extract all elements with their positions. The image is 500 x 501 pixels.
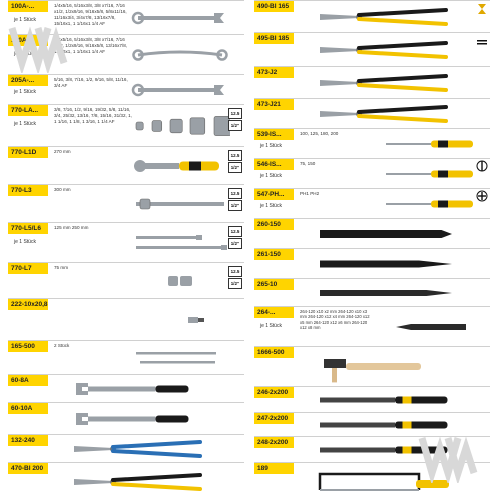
catalog-row: [254, 188, 490, 219]
size-list: 75 mm: [54, 265, 69, 270]
catalog-row: [254, 98, 490, 129]
article-code: 60-8A: [8, 375, 48, 386]
water-pump-pliers-icon: [68, 437, 218, 461]
catalog-row: [254, 306, 490, 347]
screwdriver-icon: [376, 161, 476, 187]
hammer-icon: [314, 349, 464, 385]
article-code: 473-J2: [254, 67, 294, 78]
catalog-row: [254, 346, 490, 387]
article-code: 132-240: [8, 435, 48, 446]
article-code: 770-L3: [8, 185, 48, 196]
catalog-row: [254, 278, 490, 307]
extension-icon: [130, 225, 230, 261]
article-code: 265-10: [254, 279, 294, 290]
combination-spanner-icon: [130, 77, 230, 103]
combination-spanner-icon: [130, 3, 230, 33]
drive-inch-badge: 1/2": [228, 278, 242, 289]
catalog-row: [254, 66, 490, 99]
article-code: 261-150: [254, 249, 294, 260]
combination-pliers-icon: [68, 465, 218, 499]
catalog-row: [254, 248, 490, 279]
article-code: 770-L1D: [8, 147, 48, 158]
double-line-icon: [476, 36, 488, 48]
adjustable-wrench-icon: [68, 377, 218, 401]
article-code: 100A-...: [8, 1, 48, 12]
catalog-row: [8, 104, 244, 147]
article-code: 470-BI 200: [8, 463, 48, 474]
article-code: 539-IS...: [254, 129, 294, 140]
slot-head-icon: [476, 160, 488, 172]
size-list: 75, 150: [300, 161, 316, 166]
catalog-row: [254, 0, 490, 33]
article-code: 60-10A: [8, 403, 48, 414]
adapter-icon: [68, 301, 218, 339]
pin-punch-icon: [376, 309, 476, 345]
quantity-label: je 1 Stück: [260, 203, 282, 209]
drive-size-badge: 12.5: [228, 226, 242, 237]
catalog-row: [8, 298, 244, 341]
article-code: 547-PH...: [254, 189, 294, 200]
drive-size-badge: 12.5: [228, 266, 242, 277]
size-list: 125 mm 250 mm: [54, 225, 89, 230]
catalog-row: [254, 128, 490, 159]
quantity-label: je 1 Stück: [14, 121, 36, 127]
punch-icon: [314, 281, 464, 305]
screwdriver-icon: [376, 191, 476, 217]
article-code: 247-2x200: [254, 413, 294, 424]
quantity-label: je 1 Stück: [14, 51, 36, 57]
adjustable-wrench-icon: [68, 405, 218, 433]
article-code: 1666-500: [254, 347, 294, 358]
quantity-label: je 1 Stück: [260, 323, 282, 329]
quantity-label: je 1 Stück: [14, 89, 36, 95]
catalog-row: [8, 462, 244, 501]
catalog-row: [8, 374, 244, 403]
article-code: 770-L7: [8, 263, 48, 274]
watermark-logo-bottom: [418, 428, 482, 496]
side-cutter-icon: [314, 3, 464, 31]
t-handle-icon: [130, 187, 230, 221]
catalog-row: [254, 158, 490, 189]
size-list: 3/8, 7/16, 1/2, 9/16, 19/32, 5/8, 11/16, 3/4, 25/32, 13/16, 7/8, 15/16, 31/32, 1, 1 1/16, 1 1/8, 1 3/16, 1 1/4 AF: [54, 107, 132, 124]
catalog-row: [254, 218, 490, 249]
article-code: 770-L5/L6: [8, 223, 48, 234]
catalog-row: [8, 402, 244, 435]
universal-joint-icon: [130, 265, 230, 297]
cross-head-icon: [476, 190, 488, 202]
catalog-row: [8, 146, 244, 185]
drive-size-badge: 12.5: [228, 108, 242, 119]
catalog-row: [8, 434, 244, 463]
size-list: 270 mm: [54, 149, 71, 154]
screwdriver-icon: [376, 131, 476, 157]
article-code: 260-150: [254, 219, 294, 230]
cape-chisel-icon: [314, 251, 464, 277]
drive-inch-badge: 1/2": [228, 120, 242, 131]
bars-icon: [130, 343, 230, 373]
article-code: 189: [254, 463, 294, 474]
drive-inch-badge: 1/2": [228, 162, 242, 173]
catalog-row: [254, 32, 490, 67]
article-code: 495-BI 185: [254, 33, 294, 44]
drive-inch-badge: 1/2": [228, 200, 242, 211]
size-list: 1/4x5/16, 5/16x3/8, 3/8 x7/16, 7/16 x1/2, 1/2x9/16, 9/16x5/8, 5/8x11/16, 11/16x3/4, 3/4x7/8, 13/16x7/8, 15/16x1, 1 1/16x1 1/4 AF: [54, 3, 127, 26]
ring-spanner-icon: [130, 37, 230, 73]
quantity-label: je 1 Stück: [260, 143, 282, 149]
file-icon: [314, 389, 464, 411]
size-list: 2 Stück: [54, 343, 70, 348]
article-code: 546-IS...: [254, 159, 294, 170]
catalog-row: [254, 386, 490, 413]
catalog-row: [8, 222, 244, 263]
size-list: 1/4x5/16, 5/16x3/8, 3/8 x7/16, 7/16 x1/2, 1/2x9/16, 9/16x5/8, 13/16x7/8, 15/16x1, 1 1/16x1 1/4 AF: [54, 37, 128, 54]
catalog-row: [8, 340, 244, 375]
watermark-logo-top: [8, 18, 68, 86]
drive-size-badge: 12.5: [228, 150, 242, 161]
circlip-pliers-icon: [314, 69, 464, 97]
drive-size-badge: 12.5: [228, 188, 242, 199]
article-code: 205A-...: [8, 75, 48, 86]
article-code: 264-...: [254, 307, 294, 318]
circlip-pliers-icon: [314, 101, 464, 127]
article-code: 246-2x200: [254, 387, 294, 398]
flat-nose-pliers-icon: [314, 35, 464, 65]
article-code: 770-LA...: [8, 105, 48, 116]
article-code: 165-500: [8, 341, 48, 352]
sockets-icon: [130, 107, 230, 145]
size-list: 5/16, 3/8, 7/16, 1/2, 9/16, 5/8, 11/16, 3/4 AF: [54, 77, 128, 88]
article-code: 100A-...: [8, 35, 48, 46]
article-code: 473-J21: [254, 99, 294, 110]
quantity-label: je 1 Stück: [14, 239, 36, 245]
article-code: 248-2x200: [254, 437, 294, 448]
chisel-icon: [314, 221, 464, 247]
catalog-row: [8, 184, 244, 223]
size-list: PH1 PH2: [300, 191, 320, 196]
size-list: 264-120 x10 x2 mm 264-120 x10 x3 mm 264-120 x12 x4 mm 264-120 x12 x5 mm 264-120 x12 x6 mm 264-120 x12 x8 mm: [300, 309, 370, 331]
hourglass-icon: [476, 3, 488, 15]
size-list: 300 mm: [54, 187, 71, 192]
ratchet-icon: [130, 149, 230, 183]
article-code: 222-10x20,8: [8, 299, 48, 310]
drive-inch-badge: 1/2": [228, 238, 242, 249]
quantity-label: je 1 Stück: [260, 173, 282, 179]
article-code: 490-BI 165: [254, 1, 294, 12]
catalog-row: [8, 262, 244, 299]
size-list: 100, 125, 180, 200: [300, 131, 339, 136]
quantity-label: je 1 Stück: [14, 17, 36, 23]
